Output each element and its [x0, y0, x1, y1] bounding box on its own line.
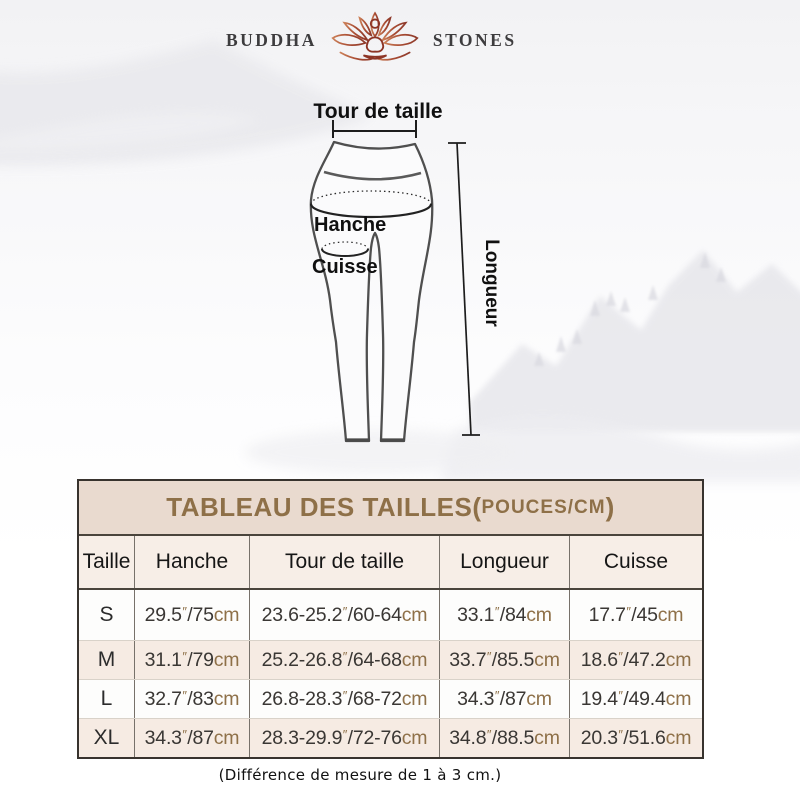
table-row	[79, 679, 702, 718]
brand-name-right: STONES	[432, 29, 517, 50]
measurement-cell: 29.5″/75cm	[134, 590, 249, 640]
table-title-close: )	[605, 492, 615, 522]
size-cell: XL	[93, 726, 120, 749]
waist-label: Tour de taille	[313, 100, 443, 123]
measurement-cell: 33.7″/85.5cm	[439, 641, 569, 679]
measurement-cell: 23.6-25.2″/60-64cm	[249, 590, 439, 640]
size-cell: L	[100, 687, 113, 710]
table-title-main: TABLEAU DES TAILLES(	[166, 492, 482, 522]
column-header-hanche: Hanche	[134, 536, 249, 588]
column-header-longueur: Longueur	[439, 536, 569, 588]
measurement-cell: 32.7″/83cm	[134, 680, 249, 718]
leggings-outline	[311, 142, 432, 441]
measurement-cell: 28.3-29.9″/72-76cm	[249, 719, 439, 757]
size-table-body	[79, 590, 702, 757]
brand-name-left: BUDDHA	[226, 29, 317, 50]
size-cell: S	[99, 603, 114, 626]
brand-logo	[226, 8, 517, 72]
measurement-cell: 18.6″/47.2cm	[569, 641, 702, 679]
measurement-tolerance-note: (Différence de mesure de 1 à 3 cm.)	[218, 766, 502, 784]
measurement-cell: 31.1″/79cm	[134, 641, 249, 679]
table-title-unit: POUCES/CM	[481, 496, 606, 518]
measurement-cell: 19.4″/49.4cm	[569, 680, 702, 718]
length-label: Longueur	[481, 239, 502, 327]
measurement-cell: 34.3″/87cm	[439, 680, 569, 718]
length-measure-line	[448, 143, 480, 435]
lotus-meditation-icon	[325, 9, 425, 71]
measurement-cell: 33.1″/84cm	[439, 590, 569, 640]
table-row	[79, 590, 702, 640]
column-header-taille: Taille	[82, 550, 131, 573]
table-row	[79, 718, 702, 757]
table-header-row	[79, 536, 702, 590]
measurement-cell: 34.8″/88.5cm	[439, 719, 569, 757]
measurement-cell: 26.8-28.3″/68-72cm	[249, 680, 439, 718]
table-row	[79, 640, 702, 679]
hip-label: Hanche	[314, 214, 387, 236]
measurement-cell: 20.3″/51.6cm	[569, 719, 702, 757]
column-header-tour: Tour de taille	[249, 536, 439, 588]
column-header-cuisse: Cuisse	[569, 536, 702, 588]
size-table	[77, 479, 704, 759]
thigh-label: Cuisse	[312, 256, 378, 278]
measurement-cell: 17.7″/45cm	[569, 590, 702, 640]
measurement-cell: 25.2-26.8″/64-68cm	[249, 641, 439, 679]
measurement-cell: 34.3″/87cm	[134, 719, 249, 757]
size-cell: M	[97, 648, 116, 671]
table-title	[79, 481, 702, 536]
